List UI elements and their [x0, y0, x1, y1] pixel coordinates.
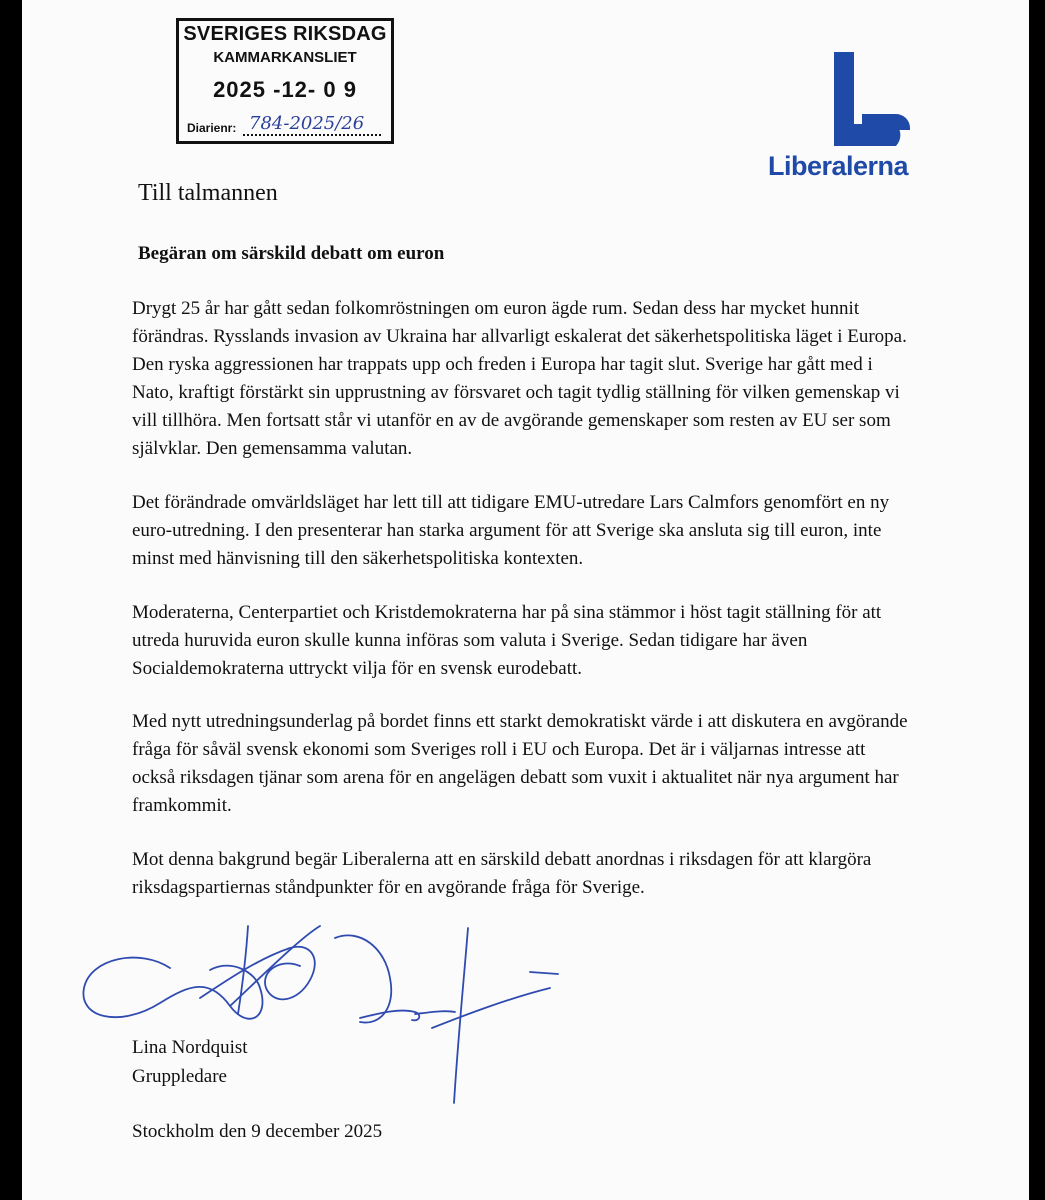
liberalerna-logo-icon [820, 52, 914, 146]
paragraph-1: Drygt 25 år har gått sedan folkomröstningen om euron ägde rum. Sedan dess har mycket hunnit förändras. Rysslands invasion av Ukraina har allvarligt eskalerat det säkerhetspolitiska läget i Europa. Den ryska aggressionen har trappats upp och freden i Europa har tagit slut. Sverige har gått med i Nato, kraftigt förstärkt sin upprustning av försvaret och tagit tydlig ställning för vilken gemenskap vi vill tillhöra. Men fortsatt står vi utanför en av de avgörande gemenskaper som resten av EU ser som självklar. Den gemensamma valutan. [132, 298, 907, 459]
handwritten-signature [60, 918, 580, 1118]
paragraph-2: Det förändrade omvärldsläget har lett till att tidigare EMU-utredare Lars Calmfors genomfört en ny euro-utredning. I den presenterar han starka argument för att Sverige ska ansluta sig till euron, inte minst med hänvisning till den säkerhetspolitiska kontexten. [132, 492, 890, 569]
stamp-diarie-line [243, 134, 381, 136]
logo-wordmark: Liberalerna [768, 151, 909, 181]
paragraph-5: Mot denna bakgrund begär Liberalerna att en särskild debatt anordnas i riksdagen för att klargöra riksdagspartiernas ståndpunkter för en avgörande fråga för Sverige. [132, 849, 872, 898]
scan-edge-right [1029, 0, 1045, 1200]
signatory-name: Lina Nordquist [132, 1037, 248, 1058]
place-and-date: Stockholm den 9 december 2025 [132, 1121, 383, 1142]
paragraph-3: Moderaterna, Centerpartiet och Kristdemokraterna har på sina stämmor i höst tagit ställning för att utreda huruvida euron skulle kunna införas som valuta i Sverige. Sedan tidigare har även Socialdemokraterna uttryckt vilja för en svensk eurodebatt. [132, 602, 882, 679]
paragraph-4: Med nytt utredningsunderlag på bordet finns ett starkt demokratiskt värde i att diskutera en avgörande fråga för såväl svensk ekonomi som Sveriges roll i EU och Europa. Det är i väljarnas intresse att också riksdagen tjänar som arena för en angelägen debatt som vuxit i aktualitet när nya argument har framkommit. [132, 711, 908, 816]
stamp-diarie-number: 784-2025/26 [249, 113, 365, 134]
stamp-department: KAMMARKANSLIET [213, 49, 357, 66]
letter-heading: Begäran om särskild debatt om euron [138, 243, 445, 264]
stamp-diarie-label: Diarienr: [187, 121, 237, 135]
signatory-title: Gruppledare [132, 1066, 227, 1087]
stamp-date: 2025 -12- 0 9 [213, 77, 357, 102]
salutation: Till talmannen [138, 180, 278, 206]
scan-edge-left [0, 0, 22, 1200]
riksdag-receipt-stamp [176, 18, 394, 144]
stamp-organization: SVERIGES RIKSDAG [183, 23, 387, 45]
